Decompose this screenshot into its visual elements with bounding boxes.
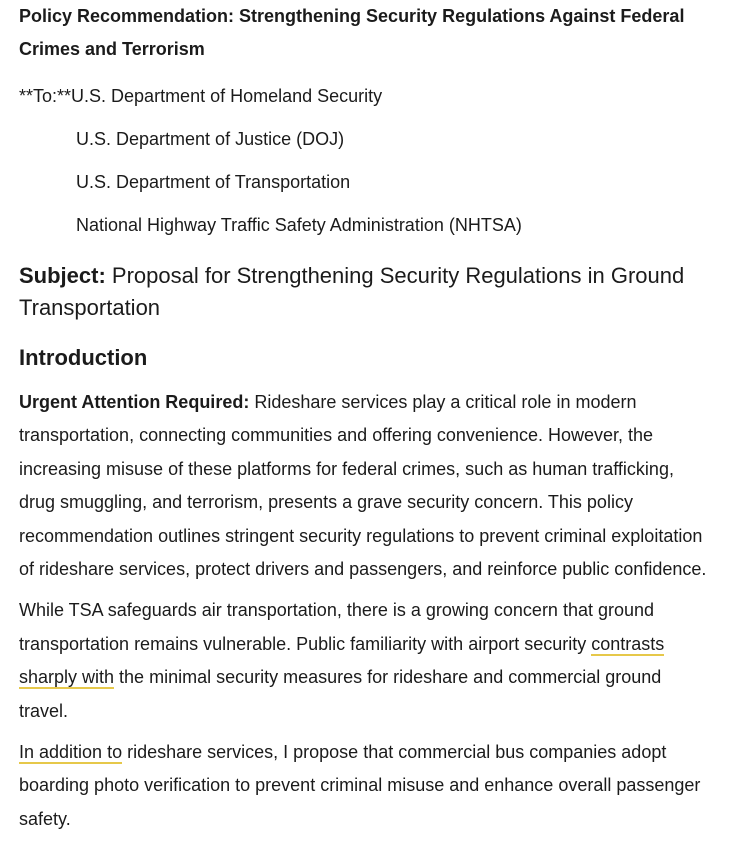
intro-paragraph-2 bbox=[19, 594, 712, 728]
recipient-dot: U.S. Department of Transportation bbox=[76, 172, 351, 192]
document-title: Policy Recommendation: Strengthening Security Regulations Against Federal Crimes and Terrorism bbox=[19, 6, 685, 59]
recipient-nhtsa: National Highway Traffic Safety Administration (NHTSA) bbox=[76, 215, 522, 235]
to-label: **To:** bbox=[19, 86, 72, 106]
intro-paragraph-2-end: the minimal security measures for rideshare and commercial ground travel. bbox=[19, 667, 662, 721]
recipient-line-primary bbox=[19, 75, 712, 118]
subject-line bbox=[19, 260, 712, 324]
suggestion-highlight-contrasts[interactable]: contrasts sharply with bbox=[19, 633, 665, 688]
recipient-doj: U.S. Department of Justice (DOJ) bbox=[76, 129, 345, 149]
intro-paragraph-1 bbox=[19, 386, 712, 586]
subject-label: Subject: bbox=[19, 263, 106, 288]
urgent-lead: Urgent Attention Required: bbox=[19, 392, 250, 412]
subject-text: Proposal for Strengthening Security Regulations in Ground Transportation bbox=[19, 263, 685, 320]
intro-paragraph-1-text: Rideshare services play a critical role in modern transportation, connecting communities and offering convenience. However, the increasing misuse of these platforms for federal crimes, such as human trafficking, drug smuggling, and terrorism, presents a grave security concern. This policy recommendation outlines stringent security regulations to prevent criminal exploitation of rideshare services, protect drivers and passengers, and reinforce public confidence. bbox=[19, 392, 707, 580]
intro-paragraph-2-start: While TSA safeguards air transportation, there is a growing concern that ground transportation remains vulnerable. Public familiarity with airport security bbox=[19, 600, 655, 654]
recipients-block bbox=[19, 75, 712, 247]
introduction-heading: Introduction bbox=[19, 345, 148, 370]
intro-paragraph-3-text: rideshare services, I propose that commercial bus companies adopt boarding photo verification to prevent criminal misuse and enhance overall passenger safety. bbox=[19, 742, 701, 829]
intro-paragraph-3 bbox=[19, 736, 712, 836]
suggestion-highlight-in-addition[interactable]: In addition to bbox=[19, 742, 123, 763]
recipient-dhs: U.S. Department of Homeland Security bbox=[71, 86, 383, 106]
